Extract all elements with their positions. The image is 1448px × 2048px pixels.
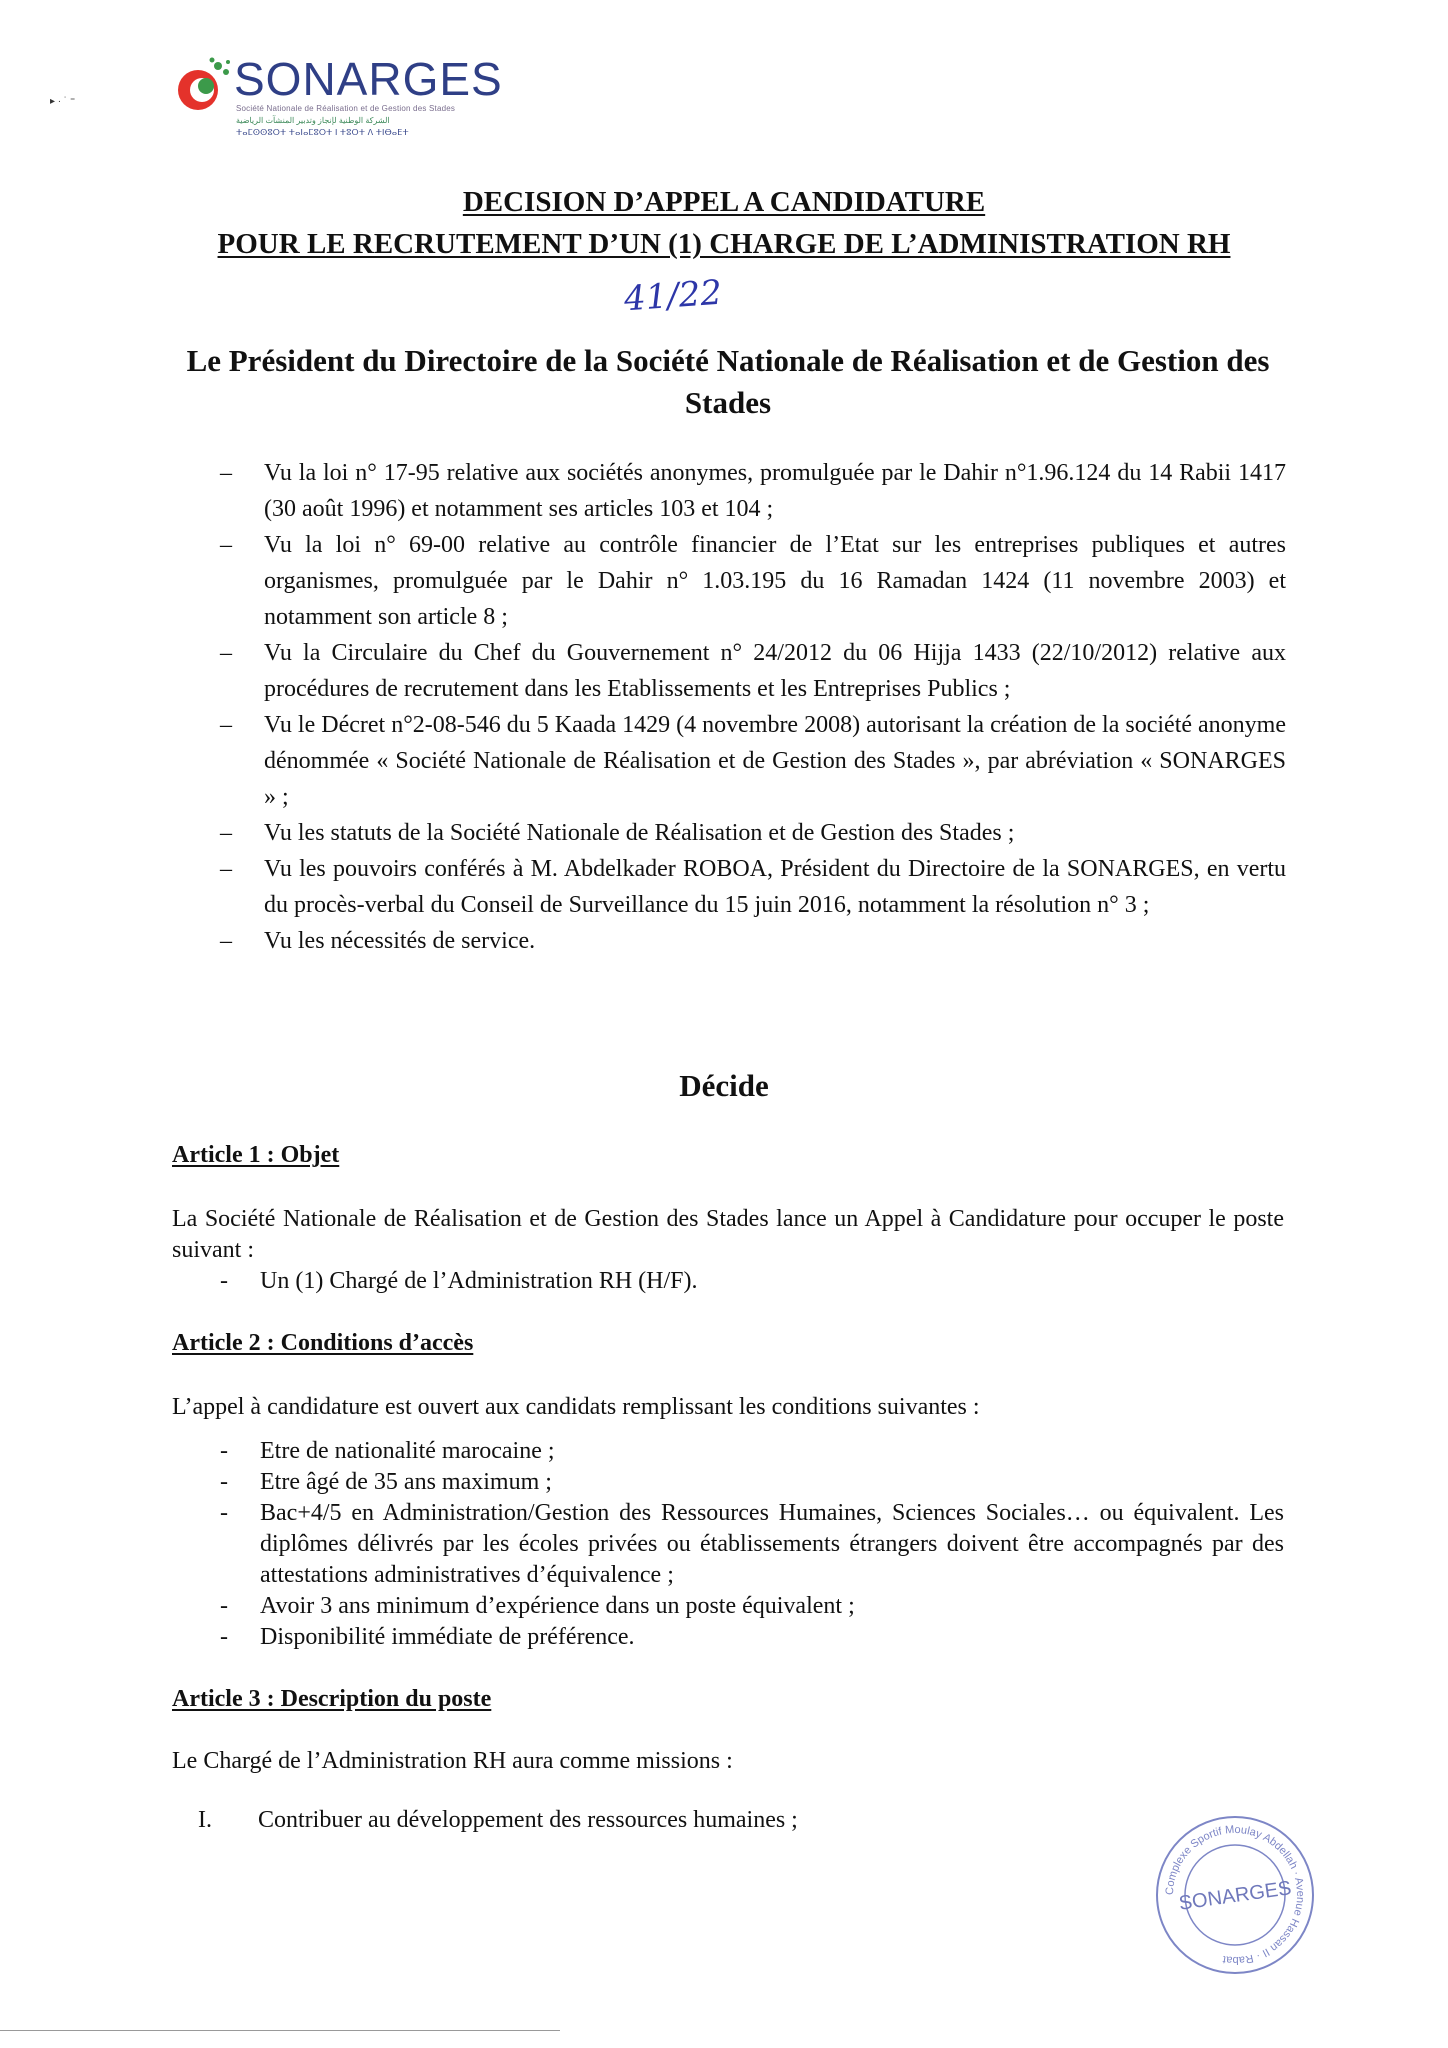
article1-item: - Un (1) Chargé de l’Administration RH (H/F). (214, 1266, 1284, 1297)
consideration-item: – Vu les statuts de la Société Nationale de Réalisation et de Gestion des Stades ; (220, 815, 1286, 851)
article3-text: Le Chargé de l’Administration RH aura comme missions : (172, 1748, 733, 1774)
article1-text: La Société Nationale de Réalisation et de Gestion des Stades lance un Appel à Candidature pour occuper le poste suivant : (172, 1206, 1284, 1263)
mission-number: I. (198, 1807, 212, 1833)
scan-artifact: ▸ · ˙ ⁼ (50, 96, 76, 107)
decide-heading: Décide (679, 1068, 769, 1103)
article1-title: Article 1 : Objet (172, 1142, 340, 1168)
consideration-item: – Vu les nécessités de service. (220, 923, 1286, 959)
consideration-item: – Vu la Circulaire du Chef du Gouvernement n° 24/2012 du 06 Hijja 1433 (22/10/2012) relative aux procédures de recrutement dans les Etablissements et les Entreprises Publics ; (220, 635, 1286, 707)
article2-text: L’appel à candidature est ouvert aux candidats remplissant les conditions suivantes : (172, 1394, 980, 1420)
condition-item: - Etre de nationalité marocaine ; (214, 1436, 1284, 1467)
stamp-ring-text: Complexe Sportif Moulay Abdellah · Avenue Hassan II · Rabat (1163, 1823, 1307, 1967)
consideration-item: – Vu le Décret n°2-08-546 du 5 Kaada 1429 (4 novembre 2008) autorisant la création de la société anonyme dénommée « Société Nationale de Réalisation et de Gestion des Stades », par abréviation « SONARGES » ; (220, 707, 1286, 815)
article2-list (214, 1436, 1284, 1653)
mission-text: Contribuer au développement des ressources humaines ; (258, 1807, 798, 1833)
handwritten-reference: 41/22 (622, 272, 724, 320)
condition-item: - Disponibilité immédiate de préférence. (214, 1622, 1284, 1653)
consideration-item: – Vu la loi n° 69-00 relative au contrôle financier de l’Etat sur les entreprises publiques et autres organismes, promulguée par le Dahir n° 1.03.195 du 16 Ramadan 1424 (11 novembre 2003) et notamment son article 8 ; (220, 527, 1286, 635)
mission-item (198, 1805, 798, 1836)
article2-title: Article 2 : Conditions d’accès (172, 1330, 474, 1356)
logo-subtitle-tifinagh: ⵜⴰⵎⵙⵙⵓⵔⵜ ⵜⴰⵏⴰⵎⵓⵔⵜ ⵏ ⵜⵓⵔⵜ ⴷ ⵜⵏⴱⴰⴹⵜ (236, 128, 409, 137)
condition-item: - Avoir 3 ans minimum d’expérience dans un poste équivalent ; (214, 1591, 1284, 1622)
document-title-line1: DECISION D’APPEL A CANDIDATURE (462, 186, 986, 218)
logo-subtitle-fr: Société Nationale de Réalisation et de Gestion des Stades (236, 104, 456, 113)
stamp-center-text: SONARGES (1177, 1877, 1293, 1915)
document-title-line2: POUR LE RECRUTEMENT D’UN (1) CHARGE DE L’ADMINISTRATION RH (217, 228, 1231, 260)
logo-subtitle-ar: الشركة الوطنية لإنجاز وتدبير المنشآت الرياضية (236, 116, 390, 125)
considerations-list (220, 455, 1286, 959)
sonarges-logo-icon (172, 56, 232, 116)
consideration-item: – Vu la loi n° 17-95 relative aux sociétés anonymes, promulguée par le Dahir n°1.96.124 du 14 Rabii 1417 (30 août 1996) et notamment ses articles 103 et 104 ; (220, 455, 1286, 527)
sonarges-logo (172, 46, 552, 146)
president-heading: Le Président du Directoire de la Société Nationale de Réalisation et de Gestion des Stades (186, 343, 1270, 420)
page-bottom-rule (0, 2030, 560, 2031)
condition-item: - Bac+4/5 en Administration/Gestion des Ressources Humaines, Sciences Sociales… ou équivalent. Les diplômes délivrés par les écoles privées ou établissements étrangers doivent être accompagnés par des attestations administratives d’équivalence ; (214, 1498, 1284, 1591)
article1-list (214, 1266, 1284, 1297)
condition-item: - Etre âgé de 35 ans maximum ; (214, 1467, 1284, 1498)
article3-title: Article 3 : Description du poste (172, 1686, 492, 1712)
logo-wordmark: SONARGES (234, 53, 503, 105)
consideration-item: – Vu les pouvoirs conférés à M. Abdelkader ROBOA, Président du Directoire de la SONARGES, en vertu du procès-verbal du Conseil de Surveillance du 15 juin 2016, notamment la résolution n° 3 ; (220, 851, 1286, 923)
company-stamp (1150, 1810, 1320, 1980)
